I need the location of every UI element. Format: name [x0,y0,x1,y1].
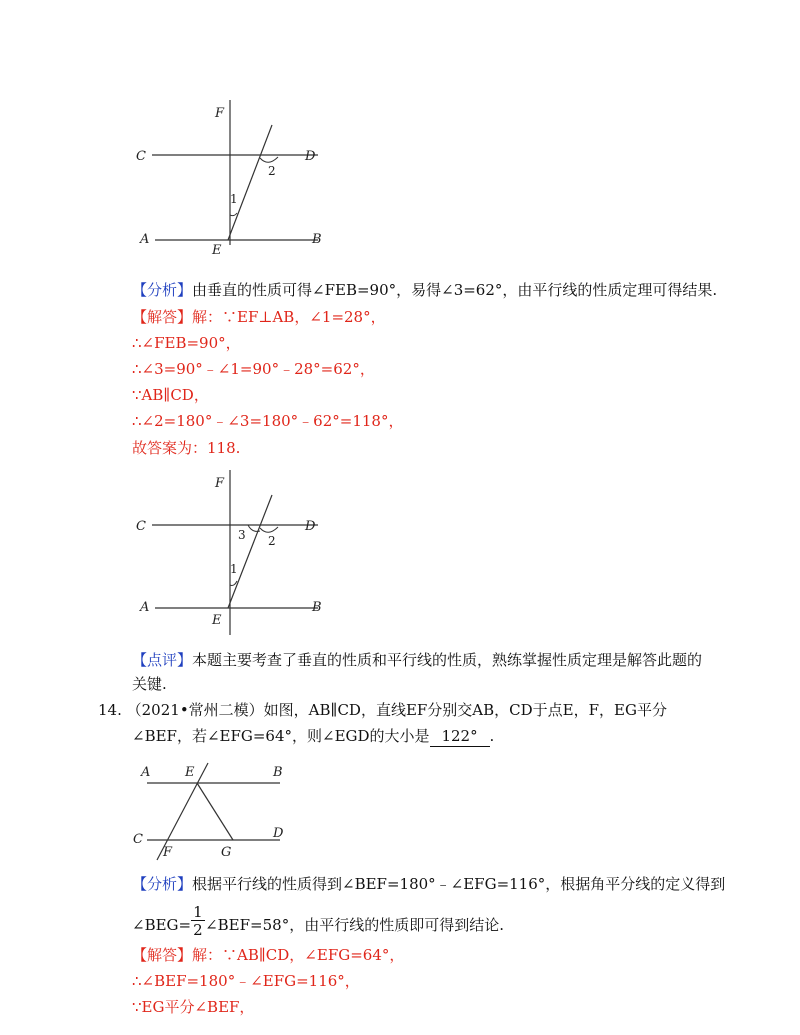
analysis-post: ∠BEF=58°，由平行线的性质即可得到结论. [205,916,504,934]
analysis-1 [132,280,717,300]
label-1: 1 [230,562,238,576]
label-B: B [273,765,283,780]
label-D: D [305,519,316,534]
label-C: C [133,832,143,847]
label-3: 3 [238,528,246,542]
question-text: （2021•常州二模）如图，AB∥CD，直线EF分别交AB，CD于点E，F，EG平分 [126,701,667,719]
solution-first: 解：∵AB∥CD，∠EFG=64°， [192,946,405,964]
solution-2-line-1: ∴∠BEF=180°﹣∠EFG=116°， [132,972,360,990]
label-E: E [212,613,222,628]
solution-1-line-4: ∴∠2=180°﹣∠3=180°﹣62°=118°， [132,412,404,430]
analysis-text: 根据平行线的性质得到∠BEF=180°﹣∠EFG=116°，根据角平分线的定义得到 [192,875,726,893]
label-F: F [215,476,225,491]
label-C: C [136,519,146,534]
label-F: F [215,106,225,121]
label-B: B [312,600,322,615]
analysis-2 [132,874,725,894]
comment-text: 本题主要考查了垂直的性质和平行线的性质，熟练掌握性质定理是解答此题的 [192,651,703,669]
solution-first: 解：∵EF⊥AB，∠1=28°， [192,308,386,326]
label-B: B [312,232,322,247]
solution-1-line-2: ∴∠3=90°﹣∠1=90°﹣28°=62°， [132,360,375,378]
label-C: C [136,149,146,164]
answer-blank: 122° [430,726,490,747]
analysis-tag: 【分析】 [132,875,193,893]
solution-1-line-1: ∴∠FEB=90°， [132,334,241,352]
solution-tag: 【解答】 [132,946,193,964]
question-14-line-2 [132,726,494,747]
label-E: E [212,243,222,255]
label-1: 1 [230,192,238,206]
label-2: 2 [268,164,276,178]
solution-1-line-5: 故答案为：118. [132,439,241,457]
fraction-denominator: 2 [193,921,203,939]
figure-2 [120,465,340,640]
label-2: 2 [268,534,276,548]
analysis-tag: 【分析】 [132,281,193,299]
solution-2-line-0 [132,945,404,965]
figure-3 [125,755,295,865]
solution-tag: 【解答】 [132,308,193,326]
analysis-text: 由垂直的性质可得∠FEB=90°，易得∠3=62°，由平行线的性质定理可得结果. [192,281,718,299]
question-14-line-1 [98,700,667,720]
question-number: 14. [98,701,122,719]
label-A: A [140,600,150,615]
question-text-3: . [489,727,495,745]
question-text-2: ∠BEF，若∠EFG=64°，则∠EGD的大小是 [132,727,430,745]
label-A: A [141,765,151,780]
analysis-2-cont [132,903,504,939]
fraction-numerator: 1 [193,903,203,921]
label-A: A [140,232,150,247]
comment-tag: 【点评】 [132,651,193,669]
solution-1-line-3: ∵AB∥CD， [132,386,209,404]
figure-1 [120,95,340,255]
fraction [191,903,205,939]
solution-2-line-2: ∵EG平分∠BEF， [132,998,255,1016]
comment-1 [132,650,702,670]
label-E: E [185,765,195,780]
comment-1-cont: 关键. [132,675,167,693]
label-F: F [163,845,173,860]
analysis-pre: ∠BEG= [132,916,192,934]
label-D: D [273,826,284,841]
label-D: D [305,149,316,164]
label-G: G [221,845,232,860]
solution-1-line-0 [132,307,386,327]
